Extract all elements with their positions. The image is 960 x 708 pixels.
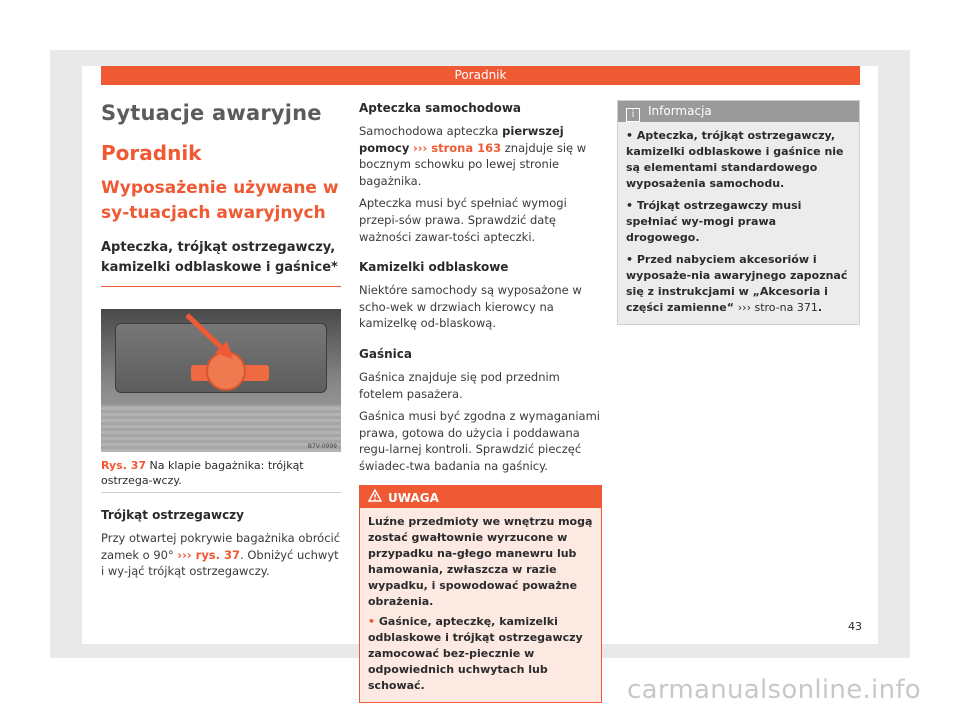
warning-label: UWAGA (388, 490, 439, 505)
page-link[interactable]: ››› strona 163 (413, 140, 502, 155)
info-item (626, 198, 851, 246)
bullet-icon: • (626, 253, 634, 266)
figure-number: Rys. 37 (101, 459, 147, 472)
warning-item (368, 614, 593, 694)
info-icon: i (626, 108, 640, 122)
figure-caption-text: Na klapie bagażnika: trójkąt ostrzega-wczy. (101, 459, 304, 487)
triangle-title: Trójkąt ostrzegawczy (101, 508, 244, 522)
page-link[interactable]: ››› stro-na 371 (737, 301, 818, 314)
warning-header (360, 486, 601, 508)
triangle-paragraph (101, 530, 341, 580)
vest-title: Kamizelki odblaskowe (359, 260, 509, 275)
bullet-icon: • (368, 614, 376, 628)
kit-title: Apteczka samochodowa (359, 101, 522, 115)
rear-glass (101, 405, 341, 452)
section-title: Sytuacje awaryjne (101, 101, 322, 125)
triangle-text: Przy otwartej pokrywie bagażnika obrócić zamek o 90° (101, 531, 341, 562)
column-right (617, 100, 860, 325)
extinguisher-title: Gaśnica (359, 346, 412, 361)
warning-box (359, 485, 602, 703)
pointer-arrow-icon (181, 311, 241, 363)
bullet-icon: • (626, 199, 634, 212)
warning-text: Luźne przedmioty we wnętrzu mogą zostać gwałtownie wyrzucone w przypadku na-głego manewru lub hamowania, zwłaszcza w razie wypadku, i spowodować poważne obrażenia. (368, 514, 593, 608)
info-item (626, 128, 851, 192)
figure-link[interactable]: ››› rys. 37 (177, 547, 241, 562)
page-header: Poradnik (101, 66, 860, 85)
warning-item-text: Gaśnice, apteczkę, kamizelki odblaskowe i trójkąt ostrzegawczy zamocować bez-piecznie w odpowiednich uchwytach lub schować. (368, 614, 583, 692)
page-number: 43 (848, 620, 862, 633)
info-header (618, 101, 859, 122)
warning-triangle-icon (368, 489, 382, 506)
bullet-icon: • (626, 129, 634, 142)
info-label: Informacja (648, 104, 712, 118)
chapter-title: Poradnik (101, 141, 202, 165)
figure-trunk-lid (101, 309, 341, 452)
kit-text-end: znajduje się w bocznym schowku po lewej stronie bagażnika. (359, 140, 587, 188)
info-item-text: Trójkąt ostrzegawczy musi spełniać wy-mogi prawa drogowego. (626, 199, 802, 244)
info-box (617, 100, 860, 325)
warning-body (360, 508, 601, 702)
info-item (626, 252, 851, 316)
kit-bold: pierwszej pomocy (359, 124, 564, 155)
column-left (101, 100, 341, 580)
info-body (618, 122, 859, 324)
kit-paragraph (359, 123, 602, 189)
info-item-text: Apteczka, trójkąt ostrzegawczy, kamizelki odblaskowe i gaśnice nie są elementami standardowego wyposażenia samochodu. (626, 129, 844, 190)
watermark: carmanualsonline.info (627, 675, 922, 705)
figure-caption (101, 458, 341, 493)
column-middle (359, 100, 602, 703)
extinguisher-paragraph-2: Gaśnica musi być zgodna z wymaganiami prawa, gotowa do użycia i poddawana regu-larnej kontroli. Sprawdzić pieczęć świadec-twa badania na gaśnicy. (359, 409, 600, 473)
vest-paragraph: Niektóre samochody są wyposażone w scho-wek w drzwiach kierowcy na kamizelkę od-blaskową. (359, 283, 582, 331)
info-item-text: Przed nabyciem akcesoriów i wyposaże-nia awaryjnego zapoznać się z instrukcjami w „Akcesoria i części zamienne“ (626, 253, 848, 314)
info-item-end: . (817, 301, 823, 314)
topic-title: Apteczka, trójkąt ostrzegawczy, kamizelki odblaskowe i gaśnice* (101, 238, 341, 287)
kit-paragraph-2: Apteczka musi być spełniać wymogi przepi-sów prawa. Sprawdzić datę ważności zawar-tości apteczki. (359, 196, 567, 244)
extinguisher-paragraph-1: Gaśnica znajduje się pod przednim fotelem pasażera. (359, 369, 560, 401)
subsection-title: Wyposażenie używane w sy-tuacjach awaryjnych (101, 178, 339, 223)
triangle-text-end: . Obniżyć uchwyt i wy-jąć trójkąt ostrzegawczy. (101, 547, 339, 579)
kit-text: Samochodowa apteczka (359, 124, 503, 138)
figure-ref-code: B7V-0999 (307, 443, 337, 450)
